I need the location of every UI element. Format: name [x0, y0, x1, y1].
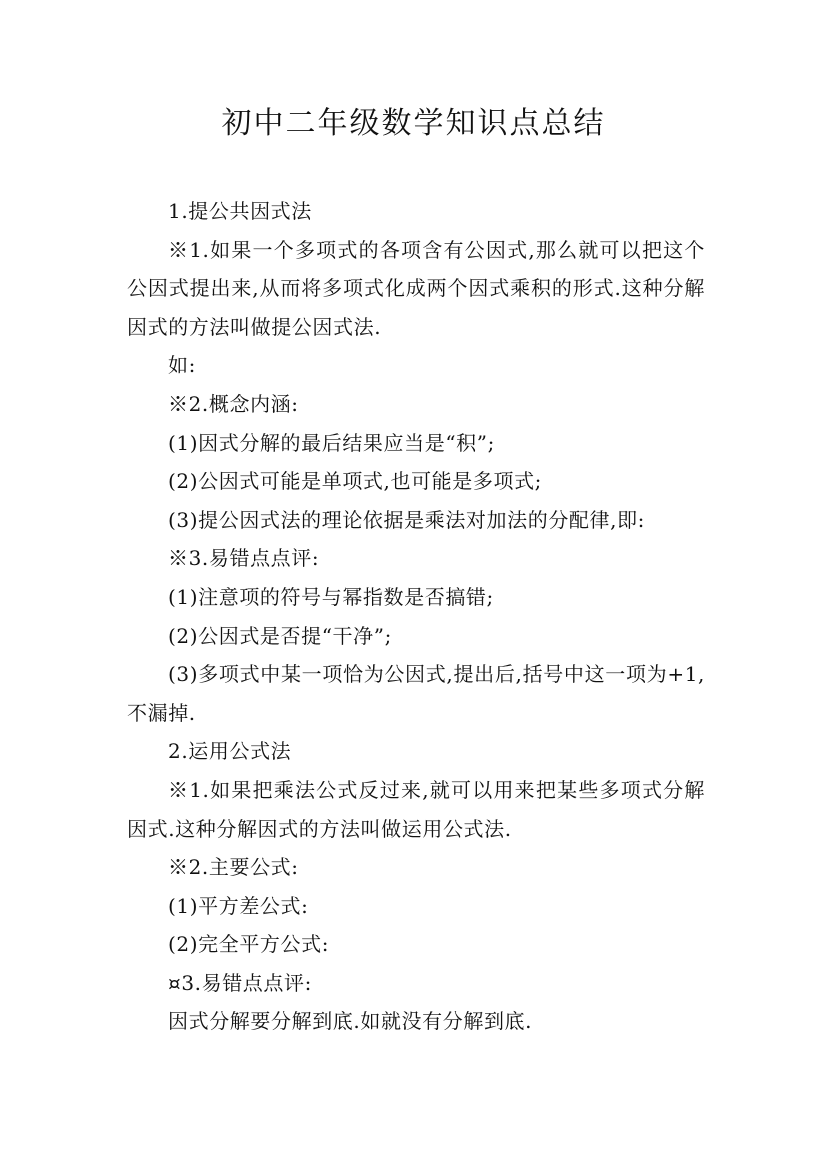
paragraph: (3)多项式中某一项恰为公因式,提出后,括号中这一项为+1,不漏掉.: [127, 662, 705, 725]
paragraph: 因式分解要分解到底.如就没有分解到底.: [168, 1009, 533, 1034]
paragraph: 如:: [168, 353, 196, 378]
paragraph-heading-2: 2.运用公式法: [168, 739, 292, 764]
paragraph: ※1.如果把乘法公式反过来,就可以用来把某些多项式分解因式.这种分解因式的方法叫做运用公式法.: [127, 777, 705, 841]
paragraph: ※1.如果一个多项式的各项含有公因式,那么就可以把这个公因式提出来,从而将多项式化成两个因式乘积的形式.这种分解因式的方法叫做提公因式法.: [127, 237, 705, 339]
paragraph: ※3.易错点点评:: [168, 546, 320, 571]
paragraph: (3)提公因式法的理论依据是乘法对加法的分配律,即:: [168, 507, 646, 532]
paragraph: ※2.概念内涵:: [168, 391, 299, 416]
paragraph: (1)注意项的符号与幂指数是否搞错;: [168, 584, 494, 609]
paragraph: (2)公因式是否提“干净”;: [168, 623, 392, 648]
document-body: [127, 192, 705, 1041]
paragraph-heading-1: 1.提公共因式法: [168, 199, 312, 223]
paragraph: (2)完全平方公式:: [168, 932, 330, 957]
paragraph: (2)公因式可能是单项式,也可能是多项式;: [168, 469, 543, 494]
paragraph: ¤3.易错点点评:: [168, 970, 312, 995]
paragraph: ※2.主要公式:: [168, 855, 299, 880]
paragraph: (1)平方差公式:: [168, 893, 309, 918]
paragraph: (1)因式分解的最后结果应当是“积”;: [168, 430, 495, 455]
document-title: 初中二年级数学知识点总结: [221, 106, 606, 141]
